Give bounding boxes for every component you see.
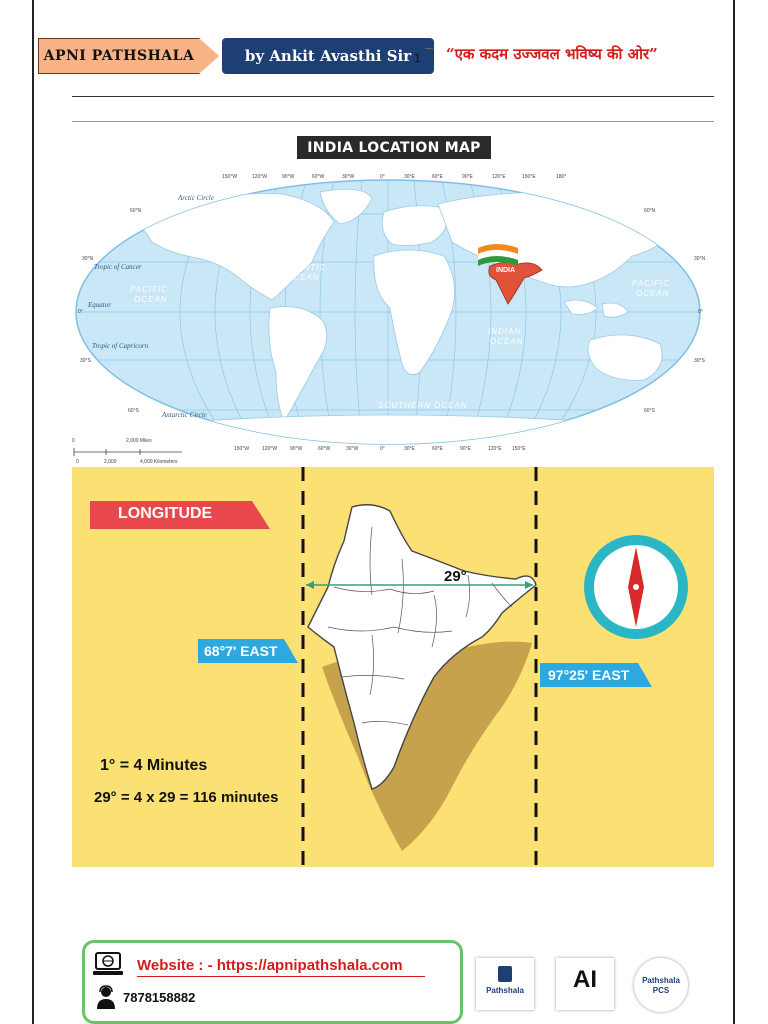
page-border-right bbox=[733, 0, 735, 1024]
svg-text:2,000: 2,000 bbox=[104, 459, 117, 464]
svg-text:150°W: 150°W bbox=[222, 174, 238, 180]
svg-text:30°W: 30°W bbox=[346, 446, 359, 452]
svg-text:0°: 0° bbox=[380, 174, 385, 180]
page-number: 1 bbox=[414, 52, 421, 65]
ocean-label: PACIFIC bbox=[632, 279, 670, 288]
website-link[interactable]: Website : - https://apnipathshala.com bbox=[137, 957, 403, 974]
scale-bar bbox=[72, 438, 182, 464]
svg-text:90°W: 90°W bbox=[282, 174, 295, 180]
svg-text:180°: 180° bbox=[556, 174, 567, 180]
svg-text:60°S: 60°S bbox=[128, 408, 139, 414]
line-label: Equator bbox=[88, 301, 111, 309]
ocean-label: SOUTHERN OCEAN bbox=[378, 401, 468, 410]
lon-labels-bottom bbox=[234, 446, 526, 452]
page-number-tick bbox=[425, 48, 433, 49]
svg-text:120°E: 120°E bbox=[492, 174, 506, 180]
svg-text:120°W: 120°W bbox=[262, 446, 278, 452]
brand-arrow bbox=[199, 38, 219, 74]
brand-label: APNI PATHSHALA bbox=[38, 38, 200, 74]
ocean-label: OCEAN bbox=[636, 289, 670, 298]
span-label: 29° bbox=[444, 568, 467, 585]
svg-text:120°W: 120°W bbox=[252, 174, 268, 180]
svg-text:30°N: 30°N bbox=[82, 256, 94, 262]
formula-2: 29° = 4 x 29 = 116 minutes bbox=[94, 789, 279, 806]
ocean-label: OCEAN bbox=[286, 273, 320, 282]
svg-text:150°E: 150°E bbox=[512, 446, 526, 452]
line-label: Antarctic Circle bbox=[162, 411, 207, 419]
svg-text:0°: 0° bbox=[78, 309, 83, 315]
svg-text:4,000 Kilometers: 4,000 Kilometers bbox=[140, 459, 178, 464]
svg-text:30°N: 30°N bbox=[694, 256, 706, 262]
pathshala-logo bbox=[476, 958, 534, 1010]
world-map-panel bbox=[72, 132, 714, 464]
svg-text:150°W: 150°W bbox=[234, 446, 250, 452]
website-icon bbox=[93, 951, 123, 977]
svg-text:30°S: 30°S bbox=[80, 358, 91, 364]
footer-contact-box bbox=[82, 940, 463, 1024]
ocean-label: ARCTIC OCEAN bbox=[508, 181, 581, 190]
phone-number: 7878158882 bbox=[123, 990, 196, 1005]
svg-text:60°S: 60°S bbox=[644, 408, 655, 414]
svg-text:60°W: 60°W bbox=[312, 174, 325, 180]
pathshala-pcs-text: Pathshala PCS bbox=[642, 976, 680, 995]
ocean-label: OCEAN bbox=[134, 295, 168, 304]
span-arrowhead-left bbox=[306, 581, 314, 589]
svg-text:60°N: 60°N bbox=[644, 208, 656, 214]
ai-logo-text: AI bbox=[573, 966, 597, 993]
lon-labels-top bbox=[222, 174, 566, 180]
longitude-title: LONGITUDE bbox=[118, 505, 213, 522]
formula-1: 1° = 4 Minutes bbox=[100, 757, 208, 774]
website-underline bbox=[137, 976, 425, 977]
svg-text:90°E: 90°E bbox=[462, 174, 473, 180]
line-label: Arctic Circle bbox=[178, 194, 214, 202]
page-border-left bbox=[32, 0, 34, 1024]
longitude-panel bbox=[72, 467, 714, 867]
header-rule-top bbox=[72, 96, 714, 97]
svg-text:0°: 0° bbox=[380, 446, 385, 452]
svg-text:0: 0 bbox=[76, 459, 79, 464]
map-title: INDIA LOCATION MAP bbox=[297, 136, 491, 159]
line-label: Tropic of Cancer bbox=[94, 263, 142, 271]
svg-text:30°W: 30°W bbox=[342, 174, 355, 180]
svg-text:60°E: 60°E bbox=[432, 446, 443, 452]
author-label: by Ankit Avasthi Sir bbox=[222, 38, 434, 74]
svg-text:2,000 Miles: 2,000 Miles bbox=[126, 438, 152, 444]
pathshala-logo-text: Pathshala bbox=[486, 986, 524, 995]
ocean-label: INDIAN bbox=[488, 327, 522, 336]
svg-text:30°E: 30°E bbox=[404, 446, 415, 452]
header bbox=[38, 38, 412, 74]
ocean-label: ATLANTIC bbox=[280, 263, 327, 272]
ai-logo bbox=[556, 958, 614, 1010]
svg-text:90°E: 90°E bbox=[460, 446, 471, 452]
pathshala-pcs-logo bbox=[634, 958, 688, 1012]
ocean-label: PACIFIC bbox=[130, 285, 168, 294]
pathshala-logo-mark bbox=[498, 966, 512, 982]
compass-pivot bbox=[633, 584, 639, 590]
motto: “एक कदम उज्जवल भविष्य की ओर” bbox=[446, 45, 658, 63]
phone-support-icon bbox=[95, 985, 117, 1009]
svg-text:120°E: 120°E bbox=[488, 446, 502, 452]
svg-text:60°N: 60°N bbox=[130, 208, 142, 214]
svg-text:30°S: 30°S bbox=[694, 358, 705, 364]
svg-text:60°W: 60°W bbox=[318, 446, 331, 452]
svg-text:30°E: 30°E bbox=[404, 174, 415, 180]
india-label: INDIA bbox=[496, 267, 516, 274]
east-label: 97°25' EAST bbox=[548, 667, 630, 683]
west-label: 68°7' EAST bbox=[204, 643, 278, 659]
svg-text:60°E: 60°E bbox=[432, 174, 443, 180]
ocean-label: OCEAN bbox=[490, 337, 524, 346]
header-rule-bottom bbox=[72, 121, 714, 122]
world-map bbox=[72, 132, 714, 464]
svg-text:90°W: 90°W bbox=[290, 446, 303, 452]
svg-text:0°: 0° bbox=[698, 309, 703, 315]
svg-text:150°E: 150°E bbox=[522, 174, 536, 180]
line-label: Tropic of Capricorn bbox=[92, 342, 149, 350]
svg-text:0: 0 bbox=[72, 438, 75, 444]
